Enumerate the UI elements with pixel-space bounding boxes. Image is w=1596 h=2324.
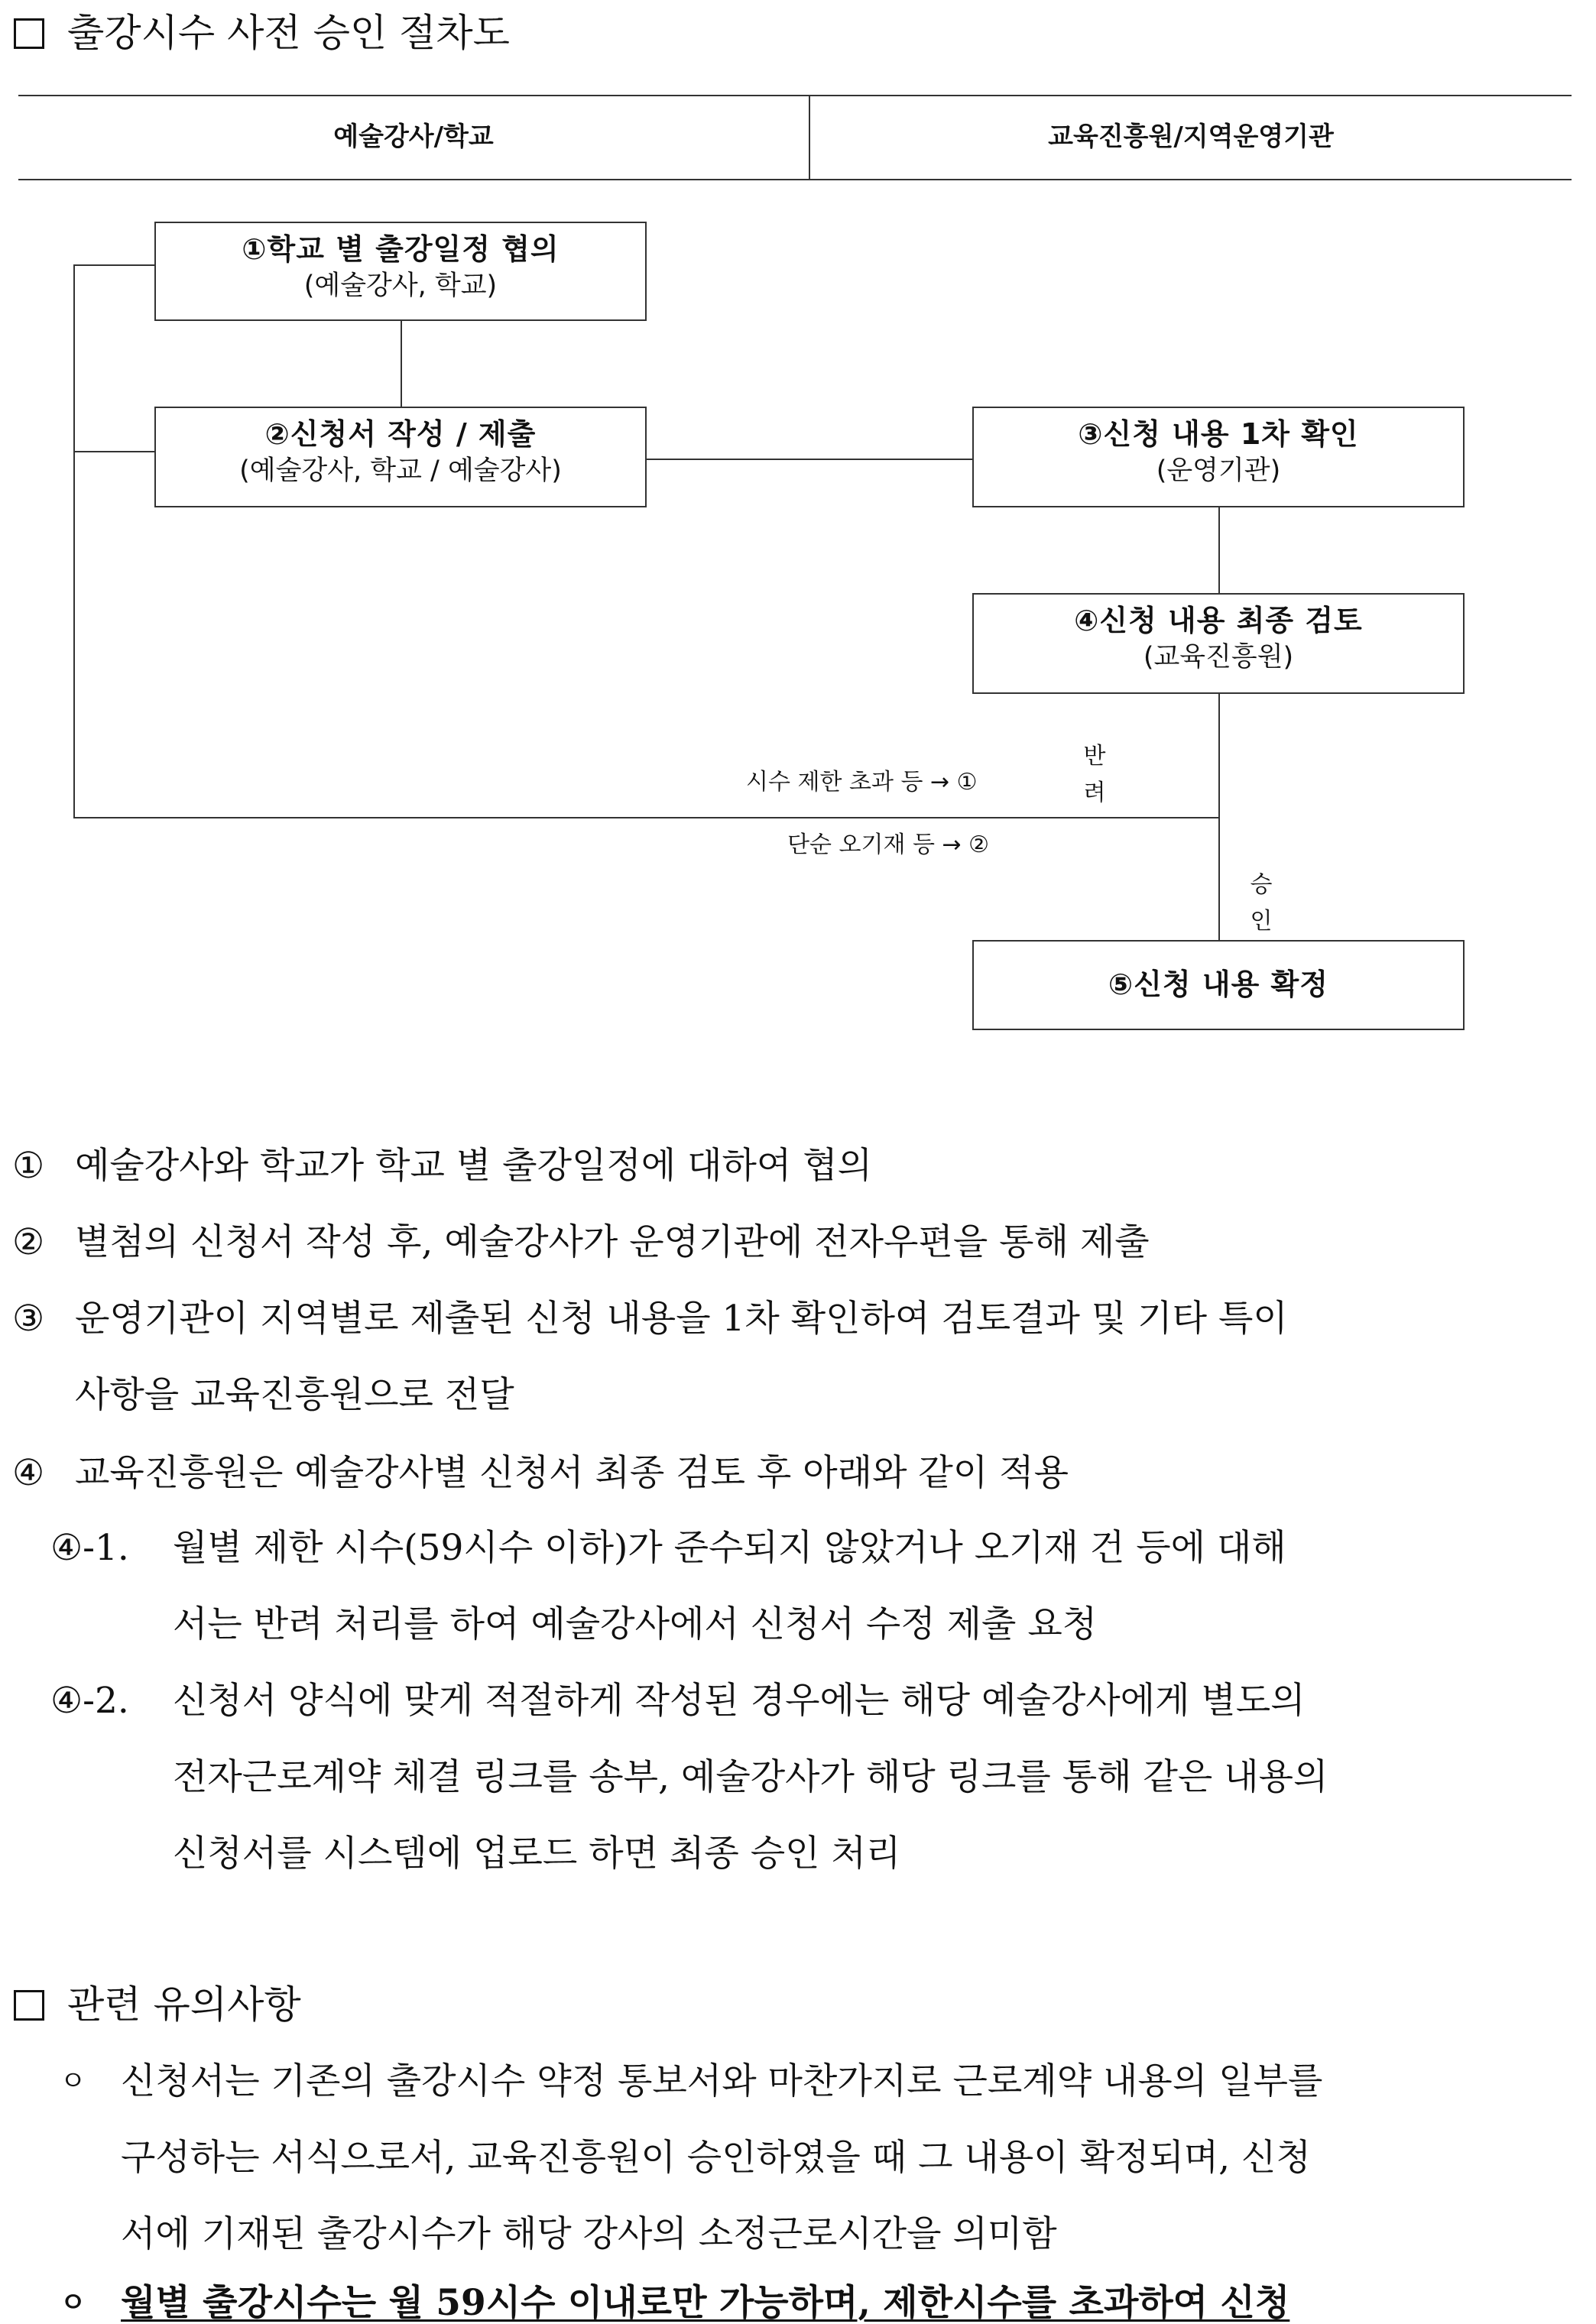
flow-box-step3-sub: (운영기관) — [1156, 455, 1281, 486]
note-1 — [60, 2060, 1323, 2102]
page-title-text: 출강시수 사전 승인 절차도 — [67, 11, 510, 55]
notes-title — [14, 1982, 301, 2027]
step-2 — [12, 1221, 1150, 1263]
note-2-bullet: ㅇ — [60, 2287, 86, 2319]
step-4-1 — [50, 1527, 1286, 1569]
step-3 — [12, 1298, 1288, 1340]
note-1-text-line1: 신청서는 기존의 출강시수 약정 통보서와 마찬가지로 근로계약 내용의 일부를 — [121, 2060, 1323, 2102]
step-4-2 — [50, 1680, 1306, 1722]
reject-vertical-label — [1079, 738, 1110, 812]
flow-box-step4-sub: (교육진흥원) — [1143, 642, 1294, 673]
step-2-marker: ② — [12, 1221, 45, 1263]
reject-label-2: 단순 오기재 등 → ② — [787, 831, 990, 858]
step-4-1-continued: 서는 반려 처리를 하여 예술강사에서 신청서 수정 제출 요청 — [173, 1603, 1098, 1645]
step-1 — [12, 1145, 873, 1187]
connector-to-box2 — [73, 451, 156, 452]
column-header-left: 예술강사/학교 — [333, 122, 494, 152]
page-title — [14, 11, 510, 55]
header-bottom-rule — [18, 179, 1572, 180]
connector-to-box1 — [73, 264, 156, 266]
step-3-marker: ③ — [12, 1298, 45, 1340]
checkbox-square-icon — [14, 18, 44, 49]
step-1-marker: ① — [12, 1145, 45, 1187]
reject-return-line — [73, 817, 1220, 818]
step-3-continued: 사항을 교육진흥원으로 전달 — [75, 1374, 514, 1416]
step-4-2-continued-2: 신청서를 시스템에 업로드 하면 최종 승인 처리 — [173, 1833, 901, 1875]
step-4-2-continued-1: 전자근로계약 체결 링크를 송부, 예술강사가 해당 링크를 통해 같은 내용의 — [173, 1756, 1328, 1798]
note-1-continued-1: 구성하는 서식으로서, 교육진흥원이 승인하였을 때 그 내용이 확정되며, 신청 — [121, 2137, 1311, 2179]
step-4-1-text-line1: 월별 제한 시수(59시수 이하)가 준수되지 않았거나 오기재 건 등에 대해 — [173, 1527, 1286, 1569]
step-3-text-line1: 운영기관이 지역별로 제출된 신청 내용을 1차 확인하여 검토결과 및 기타 특이 — [75, 1298, 1288, 1340]
approve-char-2: 인 — [1250, 908, 1273, 935]
step-4 — [12, 1452, 1069, 1494]
note-1-bullet: ㅇ — [60, 2066, 86, 2097]
reject-char-1: 반 — [1083, 743, 1106, 770]
step-4-1-marker: ④-1. — [50, 1527, 129, 1569]
approve-char-1: 승 — [1250, 871, 1273, 898]
connector-box2-box3 — [647, 459, 974, 460]
flow-box-step5 — [972, 940, 1465, 1030]
connector-left-vertical — [73, 264, 75, 818]
flow-box-step2-sub: (예술강사, 학교 / 예술강사) — [239, 455, 562, 486]
step-4-marker: ④ — [12, 1452, 45, 1494]
connector-box1-box2 — [401, 319, 402, 408]
step-4-text: 교육진흥원은 예술강사별 신청서 최종 검토 후 아래와 같이 적용 — [75, 1452, 1069, 1494]
flow-box-step5-title: ⑤신청 내용 확정 — [1108, 968, 1328, 1001]
flow-box-step1-title: ①학교 별 출강일정 협의 — [242, 232, 560, 266]
step-4-2-text-line1: 신청서 양식에 맞게 적절하게 작성된 경우에는 해당 예술강사에게 별도의 — [173, 1680, 1306, 1722]
flow-box-step3 — [972, 407, 1465, 507]
step-2-text: 별첨의 신청서 작성 후, 예술강사가 운영기관에 전자우편을 통해 제출 — [75, 1221, 1150, 1263]
note-2 — [60, 2282, 1290, 2324]
flow-box-step4-title: ④신청 내용 최종 검토 — [1074, 604, 1363, 637]
flow-box-step4 — [972, 593, 1465, 694]
column-header-right: 교육진흥원/지역운영기관 — [1048, 122, 1334, 152]
note-1-continued-2: 서에 기재된 출강시수가 해당 강사의 소정근로시간을 의미함 — [121, 2213, 1057, 2255]
connector-box3-box4 — [1218, 507, 1220, 593]
flow-box-step2-title: ②신청서 작성 / 제출 — [264, 417, 537, 451]
step-1-text: 예술강사와 학교가 학교 별 출강일정에 대하여 협의 — [75, 1145, 873, 1187]
step-4-2-marker: ④-2. — [50, 1680, 129, 1722]
checkbox-square-icon — [14, 1990, 44, 2021]
flow-box-step1-sub: (예술강사, 학교) — [303, 271, 498, 301]
note-2-text-line1: 월별 출강시수는 월 59시수 이내로만 가능하며, 제한시수를 초과하여 신청 — [121, 2282, 1290, 2324]
approve-vertical-label — [1246, 867, 1276, 940]
notes-title-text: 관련 유의사항 — [67, 1982, 301, 2027]
flow-box-step1 — [154, 222, 647, 321]
reject-char-2: 려 — [1083, 780, 1106, 806]
reject-label-1: 시수 제한 초과 등 → ① — [746, 769, 978, 796]
flow-box-step2 — [154, 407, 647, 507]
flow-box-step3-title: ③신청 내용 1차 확인 — [1078, 417, 1359, 451]
